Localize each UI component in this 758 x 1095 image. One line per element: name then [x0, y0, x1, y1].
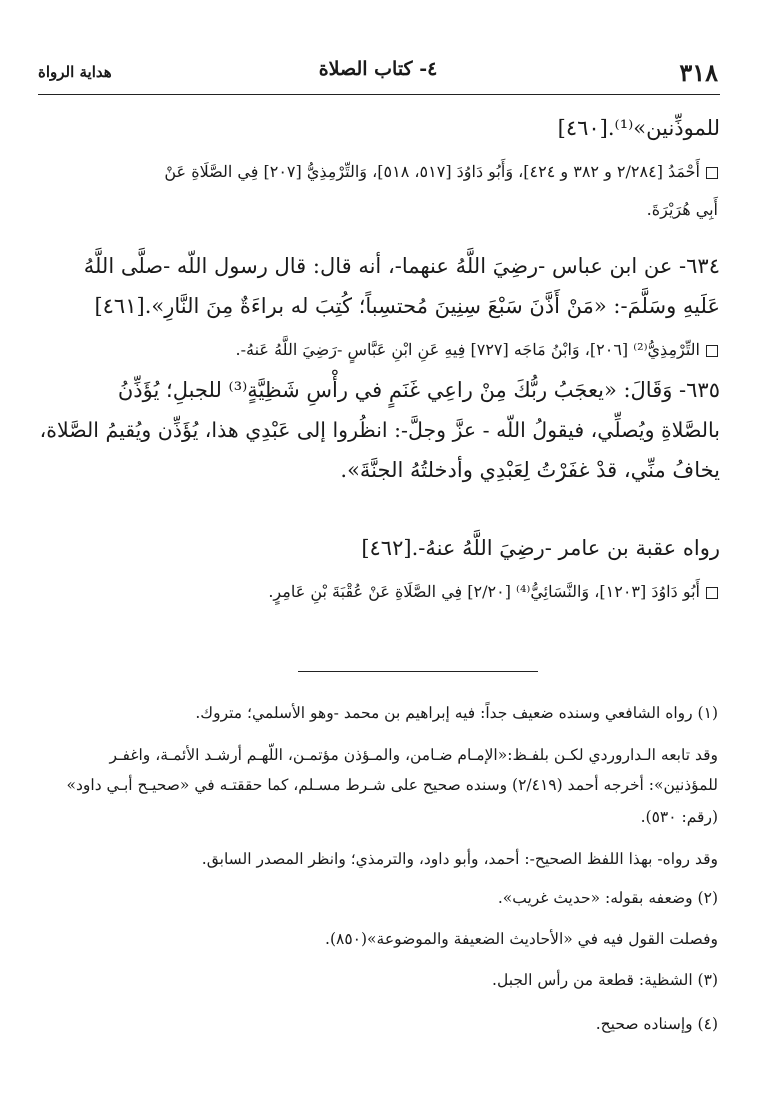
footnote-3: (٣) الشظية: قطعة من رأس الجبل. — [492, 971, 718, 989]
square-bullet-icon — [706, 587, 718, 599]
square-bullet-icon — [706, 167, 718, 179]
footnote-1-cont-2: للمؤذنين»: أخرجه أحمد (٢/٤١٩) وسنده صحيح على شـرط مسـلم، كما حققتـه في «صحيـح أبـي داود» — [66, 776, 718, 794]
source-note-1-text: أَحْمَدُ [٢/٢٨٤ و ٣٨٢ و ٤٢٤]، وَأَبُو دَاوُدَ [٥١٧، ٥١٨]، وَالتِّرْمِذِيُّ [٢٠٧] فِي الصَّلَاةِ عَنْ — [164, 162, 700, 181]
hadith-635-line-1: ٦٣٥- وَقَالَ: «يعجَبُ ربُّكَ مِنْ راعِي غَنَمٍ في رأْسِ شَظِيَّةٍ⁽³⁾ للجبلِ؛ يُؤَذِّنُ — [117, 378, 720, 402]
footnote-1-cont-3: (رقم: ٥٣٠). — [640, 808, 718, 826]
footnote-1: (١) رواه الشافعي وسنده ضعيف جداً: فيه إبراهيم بن محمد -وهو الأسلمي؛ متروك. — [195, 704, 718, 722]
footnote-2: (٢) وضعفه بقوله: «حديث غريب». — [497, 889, 718, 907]
book-title: هداية الرواة — [38, 63, 112, 81]
square-bullet-icon — [706, 345, 718, 357]
hadith-634-line-2: عَلَيهِ وسَلَّمَ-: «مَنْ أَذَّنَ سَبْعَ سِنِينَ مُحتسِباً؛ كُتِبَ له براءَةٌ مِنَ النَّارِ».[٤٦١] — [94, 294, 720, 318]
source-note-2-text: التِّرْمِذِيُّ⁽²⁾ [٢٠٦]، وَابْنُ مَاجَه [٧٢٧] فِيهِ عَنِ ابْنِ عَبَّاسٍ -رَضِيَ اللَّهُ عَنهُ-. — [235, 340, 700, 359]
hadith-continuation: للموذِّنين»⁽¹⁾.[٤٦٠] — [557, 116, 720, 140]
source-note-3 — [38, 578, 718, 606]
hadith-634-line-1: ٦٣٤- عن ابن عباس -رضِيَ اللَّهُ عنهما-، أنه قال: قال رسول اللّه -صلَّى اللَّهُ — [83, 254, 720, 278]
source-note-2 — [38, 336, 718, 364]
footnote-divider — [298, 671, 538, 672]
hadith-635-narrator: رواه عقبة بن عامر -رضِيَ اللَّهُ عنهُ-.[٤٦٢] — [361, 536, 720, 560]
footnote-1-cont-4: وقد رواه- بهذا اللفظ الصحيح-: أحمد، وأبو داود، والترمذي؛ وانظر المصدر السابق. — [201, 850, 718, 868]
chapter-title: ٤- كتاب الصلاة — [318, 58, 438, 80]
source-note-1 — [38, 158, 718, 186]
page-number: ٣١٨ — [679, 58, 718, 87]
hadith-635-line-2: بالصَّلاةِ ويُصلِّي، فيقولُ اللّه - عزَّ وجلَّ-: انظُروا إلى عَبْدِي هذا، يُؤَذِّن ويُقيمُ الصَّلاة، — [39, 418, 720, 442]
footnote-1-cont-1: وقد تابعه الـداروردي لكـن بلفـظ:«الإمـام ضـامن، والمـؤذن مؤتمـن، اللّهـم أرشـد الأئمـة، واغفـر — [109, 746, 718, 764]
hadith-635-line-3: يخافُ منِّي، قدْ غفَرْتُ لِعَبْدِي وأدخلتُهُ الجنَّةَ». — [340, 458, 720, 482]
footnote-2-cont: وفصلت القول فيه في «الأحاديث الضعيفة والموضوعة»(٨٥٠). — [325, 930, 718, 948]
header-divider — [38, 94, 720, 95]
source-note-3-text: أَبُو دَاوُدَ [١٢٠٣]، وَالنَّسَائِيُّ⁽⁴⁾ [٢/٢٠] فِي الصَّلَاةِ عَنْ عُقْبَةَ بْنِ عَامِرٍ. — [268, 582, 700, 601]
page-header — [38, 58, 718, 90]
source-note-1-cont: أَبِي هُرَيْرَةَ. — [646, 200, 718, 219]
footnote-4: (٤) وإسناده صحيح. — [595, 1015, 718, 1033]
